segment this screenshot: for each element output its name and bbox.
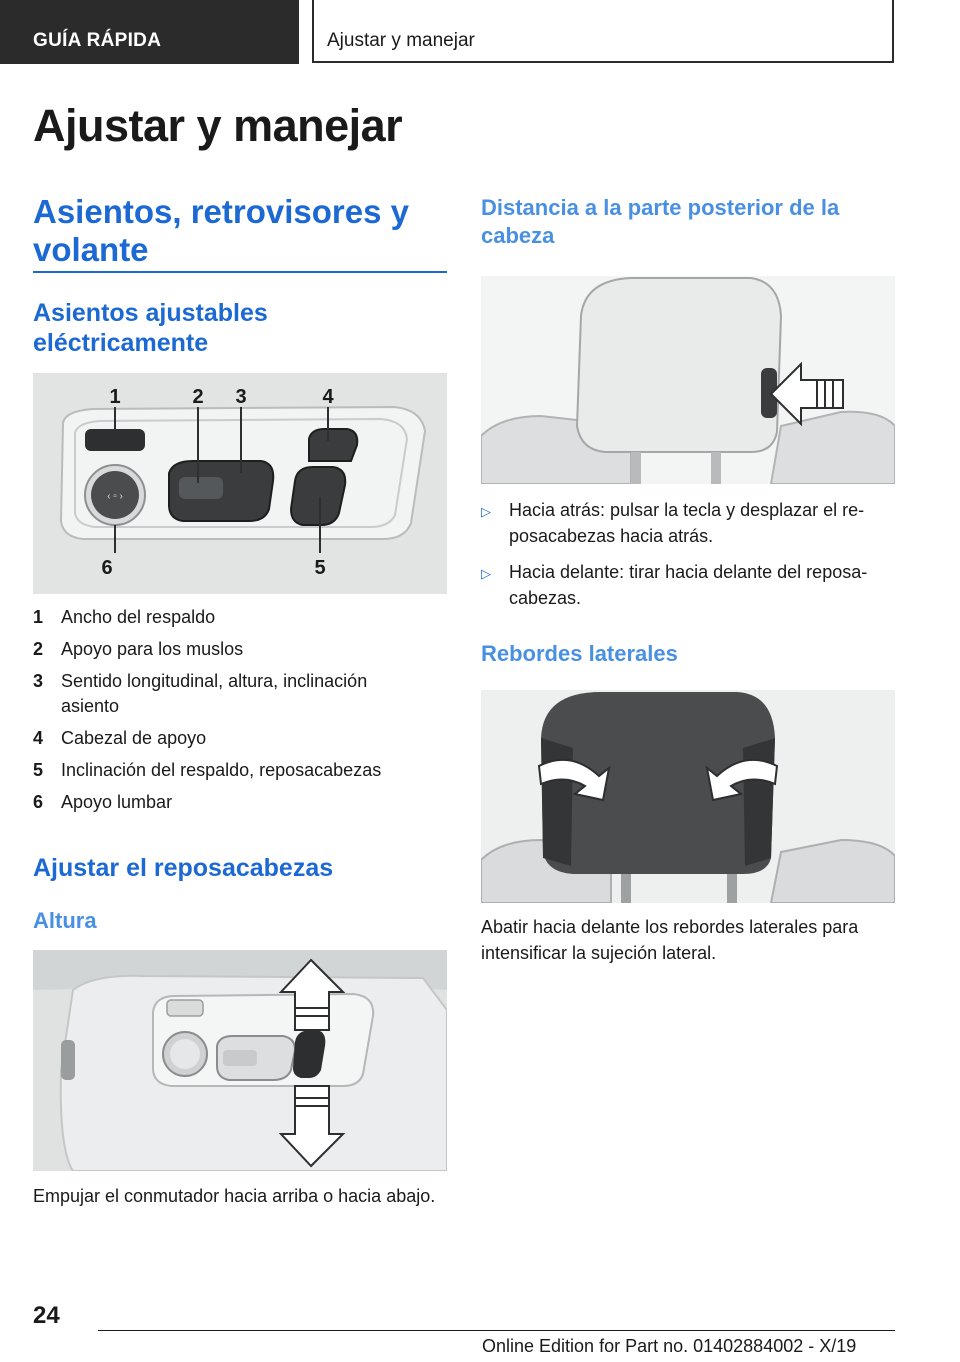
headrest-sides-figure [481,690,895,903]
list-item [33,637,447,662]
svg-text:‹ ▫ ›: ‹ ▫ › [107,491,123,502]
figure-label-6: 6 [101,557,113,579]
figure-label-4: 4 [322,386,334,408]
section-rule [33,271,447,273]
list-item [481,497,895,549]
distance-list [481,497,895,621]
header-tab-label: GUÍA RÁPIDA [33,30,162,51]
list-text: Inclinación del respaldo, reposacabezas [61,760,382,780]
triangle-bullet-icon: ▷ [481,566,491,581]
list-item [33,758,447,783]
side-text: Abatir hacia delante los rebordes laterales para intensificar la sujeción lateral. [481,917,859,963]
seat-controls-figure [33,373,447,594]
list-number: 5 [33,760,44,780]
header-section-label: Ajustar y manejar [327,30,475,51]
headrest-height-figure [33,950,447,1171]
triangle-bullet-icon: ▷ [481,504,491,519]
header-tab [0,0,299,64]
powered-seats-heading: Asientos ajustables eléctricamente [33,299,268,357]
seat-controls-list [33,605,447,822]
list-number: 6 [33,792,44,812]
section-heading: Asientos, retrovisores y volante [33,193,409,268]
figure-label-3: 3 [235,386,247,408]
list-number: 1 [33,607,44,627]
figure-label-5: 5 [314,557,326,579]
list-number: 4 [33,728,44,748]
page-title: Ajustar y manejar [33,100,403,151]
headrest-distance-figure [481,276,895,484]
height-text: Empujar el conmutador hacia arriba o hacia abajo. [33,1186,436,1206]
list-number: 3 [33,671,44,691]
list-item [33,726,447,751]
list-text: Sentido longitudinal, altura, inclinación asiento [61,671,368,716]
list-item [33,669,447,719]
page-number: 24 [33,1302,60,1329]
height-heading: Altura [33,908,97,933]
figure-label-1: 1 [109,386,121,408]
list-text: Hacia atrás: pulsar la tecla y desplazar el reposacabezas hacia atrás. [509,500,865,546]
list-item [481,559,895,611]
footer-rule [98,1330,895,1331]
list-item [33,790,447,815]
footer-edition: Online Edition for Part no. 01402884002 - X/19 [482,1336,857,1356]
figure-label-2: 2 [192,386,204,408]
distance-heading: Distancia a la parte posterior de la cabeza [481,195,840,248]
list-text: Hacia delante: tirar hacia delante del reposacabezas. [509,562,868,608]
list-number: 2 [33,639,44,659]
list-item [33,605,447,630]
list-text: Ancho del respaldo [61,607,216,627]
list-text: Apoyo para los muslos [61,639,244,659]
header-section-box [312,0,894,63]
list-text: Apoyo lumbar [61,792,173,812]
headrest-heading: Ajustar el reposacabezas [33,854,334,882]
list-text: Cabezal de apoyo [61,728,207,748]
side-heading: Rebordes laterales [481,641,678,666]
